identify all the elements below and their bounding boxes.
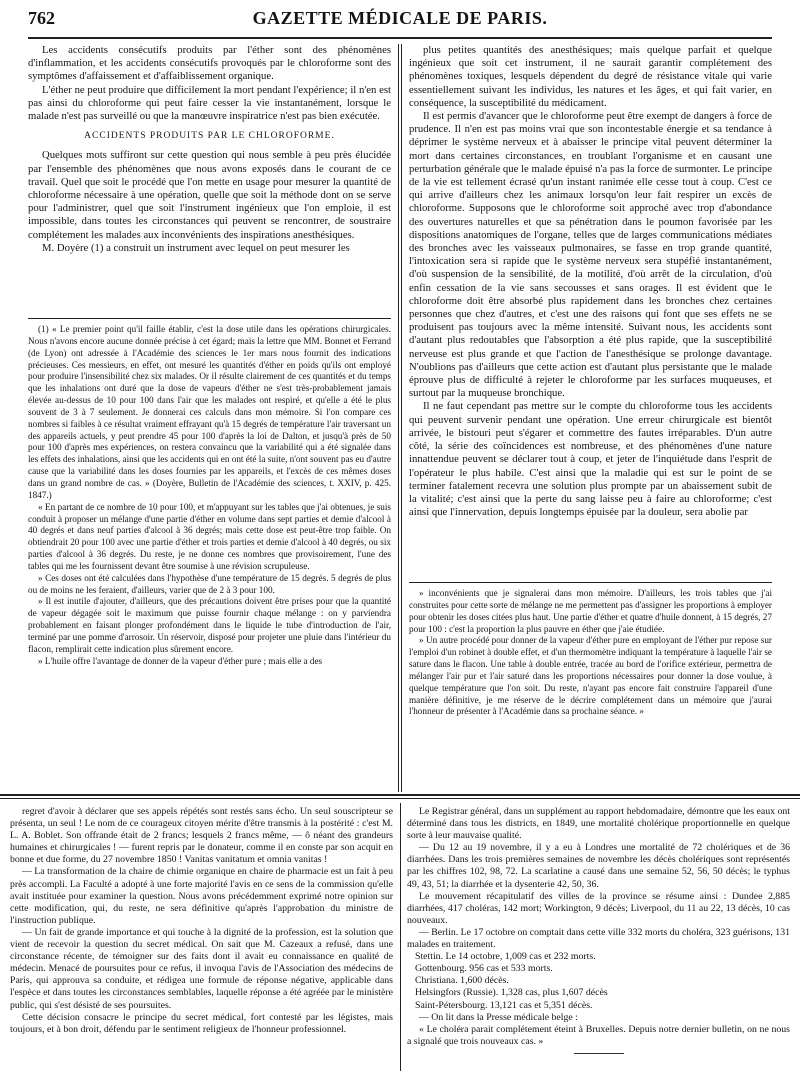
column-separator: [398, 44, 399, 792]
column-separator: [400, 803, 401, 1071]
footnote-paragraph: (1) « Le premier point qu'il faille établir, c'est la dose utile dans les opérations chirurgicales. Nous n'avons encore aucune donnée précise à cet égard; mais la lettre que MM. Bonnet et Ferrand (de Lyon) ont adressée à l'Académie des sciences le 1er mars nous fournit des indications précieuses. Ces messieurs, en effet, ont mesuré les quantités d'éther en poids qu'ils ont employé pour produire l'insensibilité chez six malades. Or il résulte clairement de ces quantités et du temps que les inhalations ont duré que la dose de vapeurs d'éther ne s'est très-probablement jamais élevée au-dessus de 10 pour 100 dans l'air que les malades ont respiré, et qu'elle a été le plus souvent de 3 à 7 seulement. Je donnerai ces calculs dans mon mémoire. Si l'on compare ces nombres si faibles à ce résultat vraiment effrayant qu'à 15 degrés de température l'air traversant un des appareils actuels, y peut prendre 45 pour 100 d'après la loi de Dalton, et jusqu'à près de 50 pour 100 d'après mes expériences, on restera convaincu que la variabilité qui a été signalée dans les effets des inhalations, ainsi que les accidents qui en ont été la suite, n'ont souvent pas eu d'autre cause que la variabilité dans les doses fournies par les appareils, et l'excès de ces mêmes doses dans un grand nombre de cas. » (Doyère, Bulletin de l'Académie des sciences, t. XXIV, p. 425. 1847.): [28, 324, 391, 500]
paragraph: Il est permis d'avancer que le chloroforme peut être exempt de dangers à force de prudence. Il n'en est pas moins vrai que son incontestable énergie et sa tendance à déprimer le système nerveux et à abaisser le principe vital peuvent déterminer la mort dans certaines circonstances, en troublant l'organisme et en causant une perturbation générale que le malade épuisé n'a pas la force de surmonter. Le principe de la vie est tellement écrasé qu'un instant ranimée elle cesse tout à coup. C'est ce qui arrive d'ailleurs chez les animaux lorsqu'on leur fait respirer un excès de chloroforme. Supposons que le chloroforme soit approché avec trop d'abondance des ouvertures naturelles et que sa pénétration dans le poumon favorisée par les dispositions anatomiques de l'organe, telles que de larges communications médiates des bronches avec les vaisseaux pulmonaires, se fasse en trop grande quantité, l'intoxication sera si rapide que le système nerveux sera stupéfié instantanément, d'où suspension de la sensibilité, de la motilité, d'où arrêt de la circulation, d'où enfin cessation de la vie sans secousses et sans orages. Il est évident que le chloroforme doit être absorbé plus rapidement dans les bronches chez certaines personnes que chez d'autres, et c'est une des raisons qui font que ses effets ne se produisent pas toujours avec la même intensité. Suivant nous, les accidents sont d'autant plus redoutables que l'absorption a été plus rapide, que la susceptibilité nerveuse est plus grande et que l'action de l'anesthésique se prolonge davantage. N'oublions pas d'ailleurs que cette action est d'autant plus persistante que le malade éprouve plus de difficulté à rejeter le chloroforme par les surfaces muqueuses, et surtout par la muqueuse bronchique.: [409, 110, 772, 400]
section-separator: [0, 798, 800, 799]
footnote-paragraph: » Il est inutile d'ajouter, d'ailleurs, que des précautions doivent être prises pour que la quantité de vapeur dégagée soit le maximum que puisse fournir chaque mélange : on y parviendra probablement en faisant plonger profondément dans le liquide le tube d'introduction de l'air, terminé par une pomme d'arrosoir. Un réservoir, disposé pour projeter une pluie dans l'intérieur du flacon, remplirait cette indication plus sûrement encore.: [28, 596, 391, 654]
column-separator: [401, 44, 402, 792]
paragraph: L'éther ne peut produire que difficilement la mort pendant l'expérience; il n'en est pas ainsi du chloroforme qui peut faire cesser la vie instantanément, lorsque le malade n'est pas surveillé ou que la manœuvre inspiratrice n'est pas bien exécutée.: [28, 83, 391, 123]
right-column: [409, 44, 772, 575]
bottom-left-column: [10, 806, 393, 1068]
paragraph: Quelques mots suffiront sur cette question qui nous semble à peu près élucidée par l'ensemble des phénomènes que nous avons exposés dans le courant de ce travail. Quel que soit le procédé que l'on mette en usage pour mesurer la quantité de chloroforme nécessaire à une opération, quelle que soit la méthode dont on se serve pour l'administrer, quel que soit l'instrument ingénieux que l'on emploie, il est impossible, dans toutes les circonstances qui peuvent se rencontrer, de soustraire complétement les malades aux inconvénients des inspirations anesthésiques.: [28, 149, 391, 241]
header-rule: [28, 37, 772, 39]
paragraph: plus petites quantités des anesthésiques; mais quelque parfait et quelque ingénieux que soit cet instrument, il ne saurait garantir complétement des phénomènes toxiques, lesquels dépendent du degré de résistance vitale qui varie essentiellement suivant les individus, les natures et les âges, et qui fait varier, en conséquence, la susceptibilité du médicament.: [409, 44, 772, 109]
news-paragraph: — On lit dans la Presse médicale belge :: [419, 1011, 578, 1023]
page-number: 762: [28, 8, 55, 28]
news-paragraph: « Le choléra parait complétement éteint à Bruxelles. Depuis notre dernier bulletin, on ne nous a signalé que trois nouveaux cas. »: [407, 1023, 790, 1047]
section-separator: [0, 794, 800, 796]
footnote-paragraph: » L'huile offre l'avantage de donner de la vapeur d'éther pure ; mais elle a des: [38, 655, 323, 666]
news-paragraph: — Berlin. Le 17 octobre on comptait dans cette ville 332 morts du choléra, 323 guérisons, 131 malades en traitement.: [407, 926, 790, 951]
right-footnote: [409, 588, 772, 788]
city-list-item: Christiana. 1,600 décès.: [415, 975, 509, 987]
footnote-paragraph: « En partant de ce nombre de 10 pour 100, et m'appuyant sur les tables que j'ai obtenues, je suis conduit à proposer un mélange d'une partie d'éther en volume dans sept parties et demie d'alcool à 40 degrés et dans neuf parties d'alcool à 36 degrés; mais cette dose est peut-être trop faible. On obtiendrait 20 pour 100 avec une partie d'éther et trois parties et demie d'alcool à 40 degrés, ou six parties d'alcool à 36 degrés. Du reste, je ne donne ces nombres que provisoirement, l'une des tables qui me les fournissent devant être soumise à une révision scrupuleuse.: [28, 501, 391, 571]
end-rule: [574, 1053, 624, 1054]
city-list-item: Stettin. Le 14 octobre, 1,009 cas et 232 morts.: [415, 951, 596, 963]
news-paragraph: Cette décision consacre le principe du secret médical, fort contesté par les légistes, mais toujours, et à bon droit, défendu par le sentiment religieux de l'honneur professionnel.: [10, 1011, 393, 1035]
journal-title: GAZETTE MÉDICALE DE PARIS.: [252, 8, 548, 28]
bottom-right-column: [407, 806, 790, 1068]
footnote-paragraph: » Un autre procédé pour donner de la vapeur d'éther pure en employant de l'éther pur repose sur l'emploi d'un robinet à double effet, et d'un thermomètre indiquant la température à laquelle l'air se sature dans le flacon. Une table à double entrée, tracée au bord de l'orifice extérieur, permettra de mélanger l'air pur et l'air saturé dans les proportions nécessaires pour donner la dose voulue, à quelque température que l'on soit. Du reste, n'ayant pas encore fait construire l'appareil d'une manière définitive, je me réserve de le décrire complétement dans un mémoire que j'aurai l'honneur de présenter à l'Académie dans sa prochaine séance. »: [409, 635, 772, 717]
news-paragraph: — La transformation de la chaire de chimie organique en chaire de pharmacie est un fait à peu près accompli. La Faculté a adopté à une forte majorité l'avis en ce sens de la commission qu'elle avait instituée pour examiner la question. Nous avons précédemment exprimé notre opinion sur cette modification, qui, du reste, ne sera définitive qu'après l'approbation du ministre de l'instruction publique.: [10, 866, 393, 926]
news-paragraph: — Un fait de grande importance et qui touche à la dignité de la profession, est la solution que vient de recevoir la question du secret médical. On sait que M. Cazeaux a refusé, dans une circonstance récente, de témoigner sur des faits dont il avait eu connaissance en qualité de médecin. Menacé de poursuites pour ce refus, il invoqua l'avis de l'Association des médecins de Paris, qui approuva sa conduite, et rédigea une formule de réponse négative, applicable dans l'espèce et dans toutes les circonstances semblables, laquelle réponse a été agréée par le ministère public, qui s'est désisté de ses poursuites.: [10, 926, 393, 1011]
section-heading: ACCIDENTS PRODUITS PAR LE CHLOROFORME.: [84, 131, 335, 142]
left-column: [28, 44, 391, 310]
page-header: [28, 5, 772, 35]
city-list-item: Helsingfors (Russie). 1,328 cas, plus 1,607 décès: [415, 987, 608, 999]
city-list-item: Gottenbourg. 956 cas et 533 morts.: [415, 963, 553, 975]
city-list-item: Saint-Pétersbourg. 13,121 cas et 5,351 décès.: [415, 999, 593, 1011]
paragraph: M. Doyère (1) a construit un instrument avec lequel on peut mesurer les: [42, 241, 350, 254]
news-paragraph: — Du 12 au 19 novembre, il y a eu à Londres une mortalité de 72 cholériques et de 36 diarrhées. Dans les trois premières semaines de novembre les décès cholériques sont représentés par les chiffres 102, 98, 72. La scarlatine a causé dans une semaine 52, 56, 50 décès; le typhus 49, 43, 51; la diarrhée et la dysenterie 42, 50, 36.: [407, 842, 790, 890]
footnote-paragraph: » inconvénients que je signalerai dans mon mémoire. D'ailleurs, les trois tables que j'ai construites pour cette sorte de mélange ne me permettent pas d'assigner les proportions à employer pour obtenir les doses citées plus haut. Une partie d'éther et quatre d'huile donnent, à 15 degrés, 27 pour 100 : c'est la proportion la plus pauvre en éther que j'aie étudiée.: [409, 588, 772, 634]
paragraph: Les accidents consécutifs produits par l'éther sont des phénomènes d'inflammation, et les accidents consécutifs provoqués par le chloroforme sont des symptômes d'affaissement et d'affaiblissement organique.: [28, 44, 391, 83]
news-paragraph: regret d'avoir à déclarer que ses appels répétés sont restés sans écho. Un seul souscripteur se présenta, un seul ! Le nom de ce courageux citoyen mérite d'être transmis à la postérité : c'est M. L. A. Boblet. Son offrande était de 2 francs; lesquels 2 francs même, — ô néant des grandeurs humaines et chirurgicales ! — furent repris par le donateur, comme il en conste par son acquit en bonne et due forme, du 27 novembre 1850 ! Vanitas vanitatum et omnia vanitas !: [10, 806, 393, 866]
footnote-paragraph: » Ces doses ont été calculées dans l'hypothèse d'une température de 15 degrés. 5 degrés de plus ou de moins ne les feraient, d'ailleurs, varier que de 2 à 3 pour 100.: [28, 572, 391, 595]
news-paragraph: Le mouvement récapitulatif des villes de la province se résume ainsi : Dundee 2,885 diarrhées, 417 choléras, 142 mort; Workington, 9 décès; Liverpool, du 11 au 22, 13 décès, 10 cas nouveaux.: [407, 890, 790, 926]
paragraph: Il ne faut cependant pas mettre sur le compte du chloroforme tous les accidents qui peuvent survenir pendant une opération. Une erreur chirurgicale est bientôt arrivée, le bistouri peut s'égarer et commettre des fautes irréparables. D'un autre côté, la série des coïncidences est nombreuse, et des phénomènes d'une nature innattendue peuvent se déclarer tout à coup, et jeter de l'inquiétude dans l'esprit de l'opérateur le plus habile. C'est ainsi que la maladie qui est sur le point de se terminer fatalement recevra une solution plus prompte par un abaissement subit de la vitalité; c'est ainsi que la perte du sang laisse peu à faire au chloroforme; c'est ainsi que l'innervation, depuis longtemps épuisée par la douleur, sera abolie par: [409, 400, 772, 519]
news-paragraph: Le Registrar général, dans un supplément au rapport hebdomadaire, démontre que les eaux ont déterminé dans tous les districts, en 1849, une mortalité cholérique proportionnelle en quelque sorte à leur mauvaise qualité.: [407, 806, 790, 842]
footnote-divider: [28, 318, 391, 319]
footnote-divider: [409, 582, 772, 583]
left-footnote: [28, 324, 391, 788]
